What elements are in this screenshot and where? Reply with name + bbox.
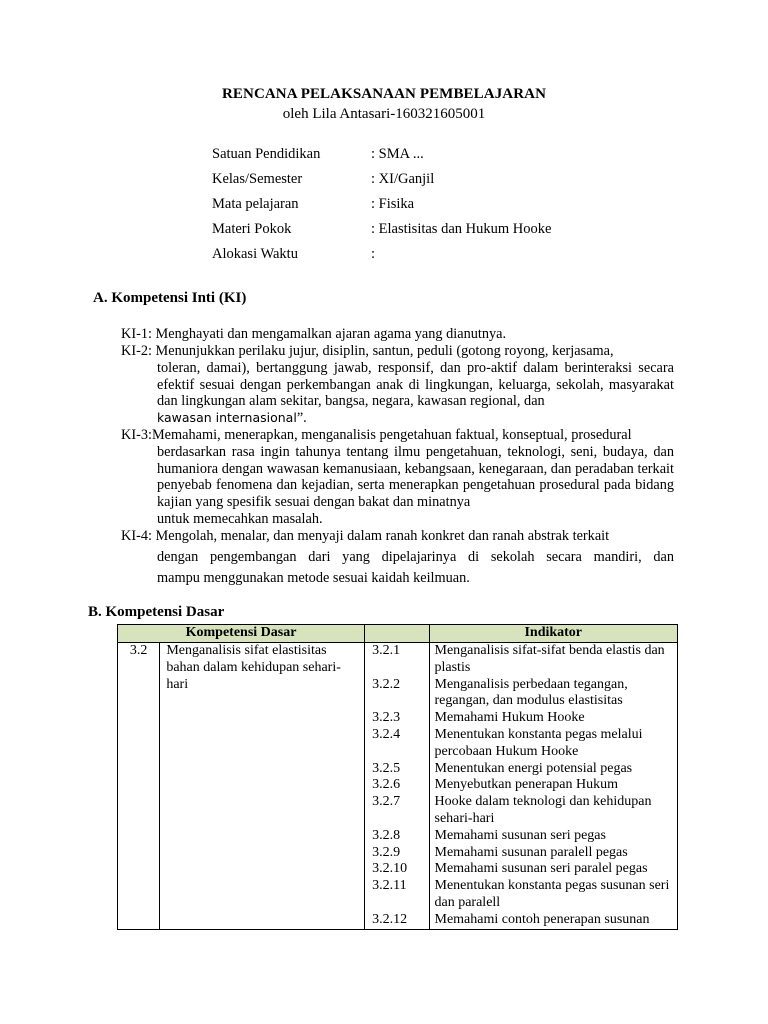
info-value: : XI/Ganjil bbox=[371, 171, 435, 187]
info-label: Kelas/Semester bbox=[212, 171, 303, 187]
header-kompetensi-dasar: Kompetensi Dasar bbox=[118, 625, 365, 643]
indicator-number: 3.2.12 bbox=[372, 911, 408, 927]
kd-text: Menganalisis sifat elastisitas bahan dalam kehidupan sehari-hari bbox=[166, 643, 341, 692]
table-row bbox=[118, 643, 678, 930]
document-title: RENCANA PELAKSANAAN PEMBELAJARAN bbox=[221, 86, 547, 102]
info-value: : SMA ... bbox=[371, 146, 424, 162]
kompetensi-dasar-table bbox=[117, 624, 678, 930]
ki-2-ending-sans: kawasan internasional bbox=[157, 410, 297, 426]
indicator-text: Menentukan konstanta pegas melalui percobaan Hukum Hooke bbox=[434, 726, 643, 759]
indicator-text: Memahami susunan seri paralel pegas bbox=[434, 861, 648, 877]
ki-4 bbox=[121, 526, 674, 589]
indicator-number: 3.2.5 bbox=[372, 760, 401, 776]
kd-description bbox=[160, 643, 365, 930]
ki-3-continuation: berdasarkan rasa ingin tahunya tentang ilmu pengetahuan, teknologi, seni, budaya, dan humaniora dengan wawasan kemanusiaan, kebangsaan, kenegaraan, dan peradaban terkait penyebab fenomena dan kejadian, serta menerapkan pengetahuan prosedural pada bidang kajian yang spesifik sesuai dengan bakat dan minatnya bbox=[157, 443, 674, 511]
indicator-number: 3.2.4 bbox=[372, 726, 401, 742]
ki-4-continuation: dengan pengembangan dari yang dipelajarinya di sekolah secara mandiri, dan bbox=[157, 549, 674, 565]
indicator-text: Menentukan energi potensial pegas bbox=[434, 760, 633, 776]
document-author: oleh Lila Antasari-160321605001 bbox=[282, 106, 486, 122]
info-row-kelas bbox=[212, 171, 632, 191]
indicator-text: Menentukan konstanta pegas susunan seri dan paralell bbox=[434, 878, 670, 910]
section-a-heading: A. Kompetensi Inti (KI) bbox=[93, 290, 247, 306]
info-label: Satuan Pendidikan bbox=[212, 146, 321, 162]
kd-number: 3.2 bbox=[118, 643, 160, 930]
info-value: : bbox=[371, 246, 376, 262]
indicator-text: Memahami contoh penerapan susunan bbox=[434, 911, 650, 927]
ki-2 bbox=[121, 343, 674, 427]
indicator-text: Menganalisis sifat-sifat benda elastis dan plastis bbox=[434, 643, 665, 675]
indicator-text: Menyebutkan penerapan Hukum bbox=[434, 777, 618, 793]
header-empty bbox=[365, 625, 429, 643]
info-label: Mata pelajaran bbox=[212, 196, 299, 212]
indicator-number: 3.2.6 bbox=[372, 777, 401, 793]
indicator-text: Memahami susunan paralell pegas bbox=[434, 844, 628, 860]
indicator-number: 3.2.9 bbox=[372, 844, 401, 860]
ki-2-first-line: KI-2: Menunjukkan perilaku jujur, disiplin, santun, peduli (gotong royong, kerjasama, bbox=[121, 343, 614, 359]
info-value: : Elastisitas dan Hukum Hooke bbox=[371, 221, 552, 237]
indicator-number: 3.2.11 bbox=[372, 878, 407, 894]
info-value: : Fisika bbox=[371, 196, 415, 212]
indicator-text: Hooke dalam teknologi dan kehidupan sehari-hari bbox=[434, 794, 652, 826]
info-row-materi bbox=[212, 221, 632, 241]
header-indikator: Indikator bbox=[429, 625, 678, 643]
indicator-number: 3.2.8 bbox=[372, 827, 401, 843]
indicator-number: 3.2.7 bbox=[372, 794, 401, 810]
info-row-satuan bbox=[212, 146, 632, 166]
indicator-number: 3.2.1 bbox=[372, 643, 401, 658]
ki-1 bbox=[121, 326, 674, 343]
table-header-row bbox=[118, 625, 678, 643]
ki-2-continuation: toleran, damai), bertanggung jawab, responsif, dan pro-aktif dalam berinteraksi secara efektif sesuai dengan perkembangan anak di lingkungan, keluarga, sekolah, masyarakat dan lingkungan alam sekitar, bangsa, negara, kawasan regional, dan bbox=[157, 359, 674, 410]
indicator-numbers bbox=[365, 643, 429, 930]
ki-3 bbox=[121, 427, 674, 528]
info-row-mapel bbox=[212, 196, 632, 216]
indicator-text: Memahami Hukum Hooke bbox=[434, 710, 585, 726]
ki-1-text: KI-1: Menghayati dan mengamalkan ajaran agama yang dianutnya. bbox=[121, 326, 507, 342]
indicator-text: Menganalisis perbedaan tegangan, regangan, dan modulus elastisitas bbox=[434, 676, 628, 709]
indicator-number: 3.2.3 bbox=[372, 710, 401, 726]
ki-2-ending-quote: ”. bbox=[296, 410, 307, 427]
indicator-descriptions bbox=[429, 643, 678, 930]
indicator-number: 3.2.2 bbox=[372, 676, 401, 692]
ki-3-last-line: untuk memecahkan masalah. bbox=[157, 510, 323, 527]
indicator-number: 3.2.10 bbox=[372, 861, 408, 877]
info-row-alokasi bbox=[212, 246, 632, 266]
info-label: Alokasi Waktu bbox=[212, 246, 298, 262]
ki-3-first-line: KI-3:Memahami, menerapkan, menganalisis pengetahuan faktual, konseptual, prosedural bbox=[121, 427, 632, 443]
indicator-text: Memahami susunan seri pegas bbox=[434, 827, 606, 843]
ki-4-first-line: KI-4: Mengolah, menalar, dan menyaji dalam ranah konkret dan ranah abstrak terkait bbox=[121, 528, 610, 544]
ki-2-ending bbox=[121, 410, 674, 427]
info-label: Materi Pokok bbox=[212, 221, 292, 237]
ki-4-last-line: mampu menggunakan metode sesuai kaidah keilmuan. bbox=[157, 570, 470, 586]
section-b-heading: B. Kompetensi Dasar bbox=[88, 604, 225, 620]
